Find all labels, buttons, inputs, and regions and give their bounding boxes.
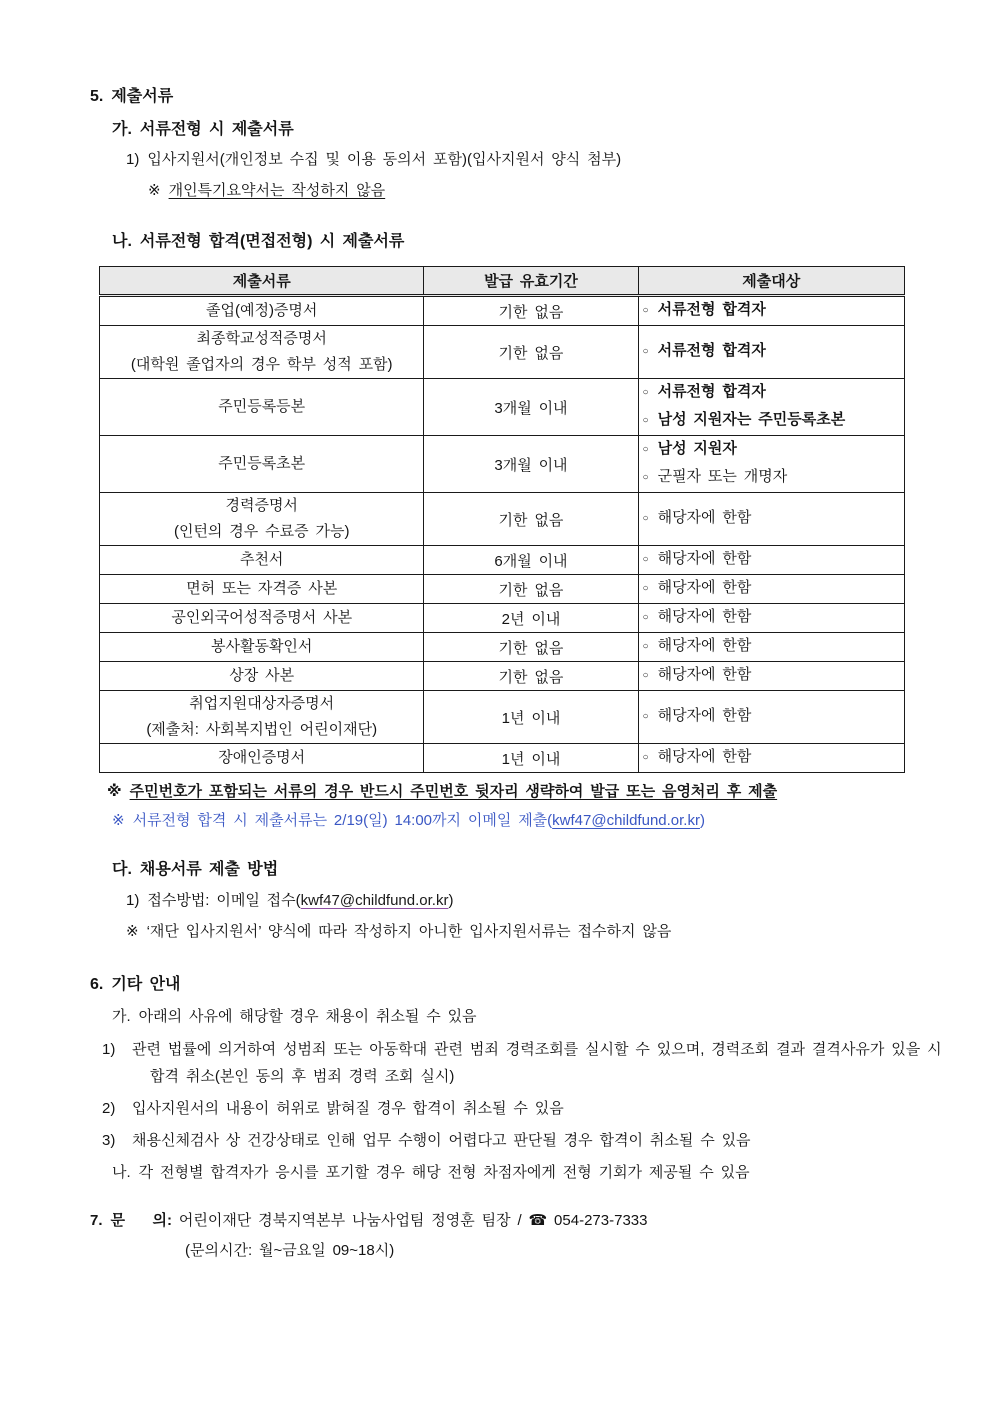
validity-period: 기한 없음 xyxy=(424,493,638,546)
sub-b-text: 각 전형별 합격자가 응시를 포기할 경우 해당 전형 차점자에게 전형 기회가 제공될 수 있음 xyxy=(138,1164,750,1181)
section6-number: 6. xyxy=(90,976,104,993)
table-header-row xyxy=(100,267,905,296)
table-row xyxy=(100,744,905,773)
item1-text: 입사지원서(개인정보 수집 및 이용 동의서 포함)(입사지원서 양식 첨부) xyxy=(147,151,622,168)
target-text: 남성 지원자는 주민등록초본 xyxy=(657,411,846,428)
target-line xyxy=(643,703,900,731)
item1-number: 1) xyxy=(126,151,140,168)
circle-bullet: ○ xyxy=(642,583,649,594)
section5-number: 5. xyxy=(90,88,104,105)
note-text-close: ) xyxy=(699,812,705,829)
section7-number: 7. xyxy=(90,1212,103,1229)
circle-bullet: ○ xyxy=(642,513,649,524)
section6-item3: 3) 채용신체검사 상 건강상태로 인해 업무 수행이 어렵다고 판단될 경우 합격이 취소될 수 있음 xyxy=(102,1132,751,1149)
table-note-privacy xyxy=(107,781,952,803)
table-row xyxy=(100,493,905,546)
hours-text: (문의시간: 월~금요일 09~18시) xyxy=(185,1242,395,1259)
target-text: 군필자 또는 개명자 xyxy=(657,468,788,485)
document-name: 봉사활동확인서 xyxy=(210,638,313,655)
sub-a-title: 서류전형 시 제출서류 xyxy=(139,121,294,138)
header-document: 제출서류 xyxy=(100,267,424,296)
validity-period: 2년 이내 xyxy=(424,604,638,633)
section-da-item1 xyxy=(126,890,952,912)
circle-bullet: ○ xyxy=(642,415,649,426)
target-text: 해당자에 한함 xyxy=(657,666,752,683)
circle-bullet: ○ xyxy=(642,305,649,316)
validity-period: 1년 이내 xyxy=(424,744,638,773)
target-text: 해당자에 한함 xyxy=(657,509,752,526)
target-line xyxy=(643,575,900,603)
document-name: 최종학교성적증명서 xyxy=(196,330,327,347)
circle-bullet: ○ xyxy=(642,346,649,357)
target-line xyxy=(643,464,900,492)
circle-bullet: ○ xyxy=(642,641,649,652)
section6-heading xyxy=(90,974,952,996)
document-name-sub: (제출처: 사회복지법인 어린이재단) xyxy=(146,721,378,738)
sub-a-label: 가. xyxy=(112,121,132,138)
validity-period: 기한 없음 xyxy=(424,296,638,326)
target-line xyxy=(643,379,900,407)
target-line xyxy=(643,297,900,325)
sub-da-label: 다. xyxy=(112,861,132,878)
reference-mark: ※ xyxy=(112,812,125,829)
section5-note xyxy=(148,180,952,202)
validity-period: 3개월 이내 xyxy=(424,379,638,436)
item-text: 관련 법률에 의거하여 성범죄 또는 아동학대 관련 범죄 경력조회를 실시할 수 있으며, 경력조회 결과 결격사유가 있을 시 합격 취소(본인 동의 후 범죄 경력 조회 실시) xyxy=(132,1041,942,1085)
target-text: 서류전형 합격자 xyxy=(657,342,766,359)
document-name: 주민등록등본 xyxy=(218,398,306,415)
section5-heading xyxy=(90,86,952,108)
validity-period: 기한 없음 xyxy=(424,633,638,662)
table-row xyxy=(100,436,905,493)
table-row xyxy=(100,296,905,326)
table-row xyxy=(100,379,905,436)
target-line xyxy=(643,407,900,435)
document-name-sub: (대학원 졸업자의 경우 학부 성적 포함) xyxy=(130,356,393,373)
note-text: 서류전형 합격 시 제출서류는 2/19(일) 14:00까지 이메일 제출( xyxy=(132,812,553,829)
document-name-sub: (인턴의 경우 수료증 가능) xyxy=(173,523,350,540)
sub-da-title: 채용서류 제출 방법 xyxy=(139,861,279,878)
target-line xyxy=(643,744,900,772)
section6-title: 기타 안내 xyxy=(111,976,181,993)
document-name: 주민등록초본 xyxy=(218,455,306,472)
section6-sub-a xyxy=(112,1003,952,1030)
item1-text-close: ) xyxy=(448,892,454,909)
submission-documents-table xyxy=(99,266,905,773)
circle-bullet: ○ xyxy=(642,472,649,483)
validity-period: 기한 없음 xyxy=(424,326,638,379)
table-row xyxy=(100,633,905,662)
target-text: 해당자에 한함 xyxy=(657,608,752,625)
email-link[interactable]: kwf47@childfund.or.kr xyxy=(552,812,700,829)
contact-text: 어린이재단 경북지역본부 나눔사업팀 정영훈 팀장 / ☎ 054-273-7333 xyxy=(178,1212,648,1229)
target-text: 해당자에 한함 xyxy=(657,748,752,765)
section5-sub-a-heading xyxy=(112,119,952,141)
validity-period: 3개월 이내 xyxy=(424,436,638,493)
section6-sub-b xyxy=(112,1159,952,1186)
sub-b-label: 나. xyxy=(112,1164,131,1181)
table-row xyxy=(100,546,905,575)
item-text: 채용신체검사 상 건강상태로 인해 업무 수행이 어렵다고 판단될 경우 합격이 취소될 수 있음 xyxy=(132,1132,751,1149)
target-line xyxy=(643,436,900,464)
section5-item1 xyxy=(126,149,952,171)
item1-number: 1) xyxy=(126,892,140,909)
section6-item1: 1) 관련 법률에 의거하여 성범죄 또는 아동학대 관련 범죄 경력조회를 실시할 수 있으며, 경력조회 결과 결격사유가 있을 시 합격 취소(본인 동의 후 범죄 경력 조회 실시) xyxy=(102,1041,942,1085)
sub-b-title: 서류전형 합격(면접전형) 시 제출서류 xyxy=(139,233,405,250)
document-name: 장애인증명서 xyxy=(218,749,306,766)
circle-bullet: ○ xyxy=(642,444,649,455)
document-name: 경력증명서 xyxy=(225,497,298,514)
sub-b-label: 나. xyxy=(112,233,132,250)
item1-text: 접수방법: 이메일 접수( xyxy=(147,892,301,909)
target-text: 해당자에 한함 xyxy=(657,579,752,596)
circle-bullet: ○ xyxy=(642,752,649,763)
section-da-heading xyxy=(112,859,952,881)
header-validity: 발급 유효기간 xyxy=(424,267,638,296)
reference-mark: ※ xyxy=(126,923,139,940)
document-name: 상장 사본 xyxy=(229,667,295,684)
target-text: 서류전형 합격자 xyxy=(657,301,766,318)
circle-bullet: ○ xyxy=(642,670,649,681)
table-note-deadline xyxy=(112,810,952,832)
sub-a-label: 가. xyxy=(112,1008,131,1025)
table-row xyxy=(100,326,905,379)
circle-bullet: ○ xyxy=(642,387,649,398)
target-text: 남성 지원자 xyxy=(657,440,737,457)
note-text: ‘재단 입사지원서’ 양식에 따라 작성하지 아니한 입사지원서류는 접수하지 않음 xyxy=(146,923,672,940)
circle-bullet: ○ xyxy=(642,554,649,565)
target-line xyxy=(643,662,900,690)
section5-title: 제출서류 xyxy=(111,88,174,105)
reference-mark: ※ xyxy=(107,783,122,800)
validity-period: 기한 없음 xyxy=(424,662,638,691)
target-line xyxy=(643,338,900,366)
document-name: 취업지원대상자증명서 xyxy=(189,695,335,712)
sub-a-text: 아래의 사유에 해당할 경우 채용이 취소될 수 있음 xyxy=(138,1008,477,1025)
target-line xyxy=(643,505,900,533)
validity-period: 기한 없음 xyxy=(424,575,638,604)
table-row xyxy=(100,691,905,744)
validity-period: 1년 이내 xyxy=(424,691,638,744)
table-row xyxy=(100,662,905,691)
section5-sub-b-heading xyxy=(112,231,952,253)
note-text: 개인특기요약서는 작성하지 않음 xyxy=(168,182,386,199)
circle-bullet: ○ xyxy=(642,711,649,722)
table-row xyxy=(100,604,905,633)
reference-mark: ※ xyxy=(148,182,161,199)
section-da-note xyxy=(126,921,952,943)
contact-label: 문 의: xyxy=(110,1212,172,1229)
header-target: 제출대상 xyxy=(638,267,904,296)
note-text: 주민번호가 포함되는 서류의 경우 반드시 주민번호 뒷자리 생략하여 발급 또는 음영처리 후 제출 xyxy=(129,783,778,800)
section6-item2: 2) 입사지원서의 내용이 허위로 밝혀질 경우 합격이 취소될 수 있음 xyxy=(102,1100,564,1117)
target-line xyxy=(643,604,900,632)
target-text: 해당자에 한함 xyxy=(657,707,752,724)
target-text: 해당자에 한함 xyxy=(657,637,752,654)
table-row xyxy=(100,575,905,604)
circle-bullet: ○ xyxy=(642,612,649,623)
document-name: 면허 또는 자격증 사본 xyxy=(186,580,338,597)
email-link[interactable]: kwf47@childfund.or.kr xyxy=(300,892,449,909)
target-line xyxy=(643,546,900,574)
contact-hours xyxy=(185,1240,952,1262)
section7-contact xyxy=(90,1210,952,1232)
document-name: 추천서 xyxy=(239,551,284,568)
validity-period: 6개월 이내 xyxy=(424,546,638,575)
item-text: 입사지원서의 내용이 허위로 밝혀질 경우 합격이 취소될 수 있음 xyxy=(132,1100,564,1117)
target-text: 서류전형 합격자 xyxy=(657,383,766,400)
document-name: 졸업(예정)증명서 xyxy=(205,302,318,319)
document-name: 공인외국어성적증명서 사본 xyxy=(171,609,353,626)
target-line xyxy=(643,633,900,661)
target-text: 해당자에 한함 xyxy=(657,550,752,567)
